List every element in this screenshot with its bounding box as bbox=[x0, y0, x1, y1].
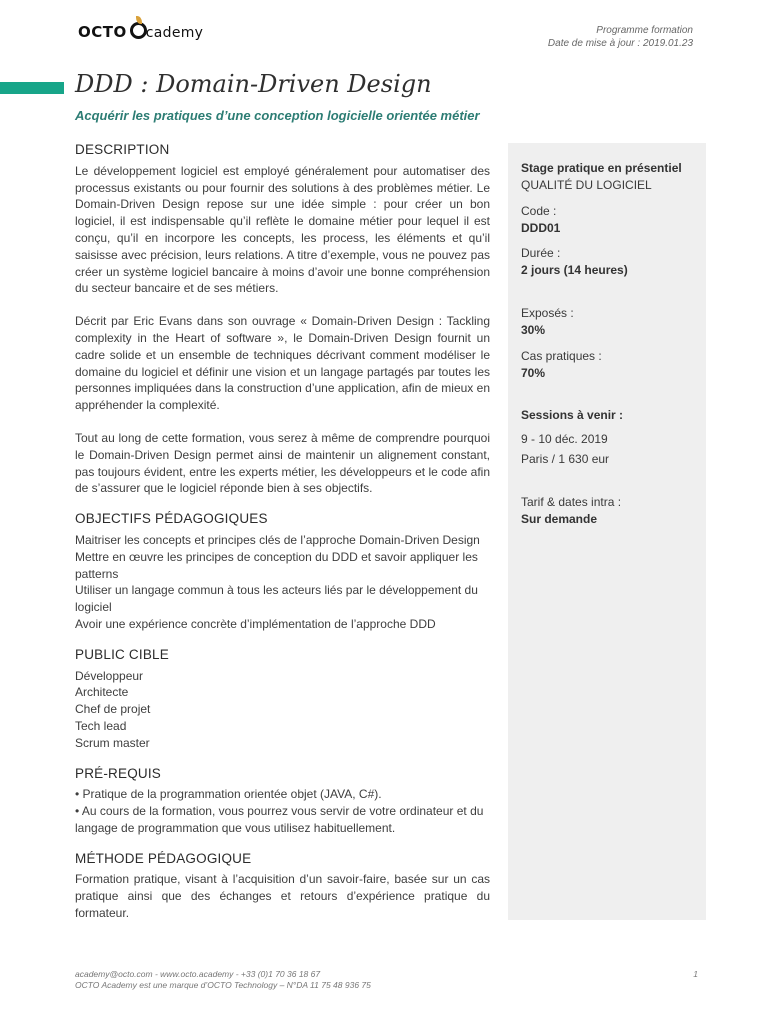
program-label: Programme formation bbox=[596, 25, 693, 36]
stage-block bbox=[521, 160, 682, 193]
duration-label: Durée : bbox=[521, 246, 561, 260]
footer-legal: OCTO Academy est une marque d’OCTO Technology – N°DA 11 75 48 936 75 bbox=[75, 980, 371, 990]
prerequisites-heading: PRÉ-REQUIS bbox=[75, 765, 162, 781]
stage-value: QUALITÉ DU LOGICIEL bbox=[521, 177, 652, 192]
prerequisite-item: • Au cours de la formation, vous pourrez vous servir de votre ordinateur et du langage de programmation que vous utilisez habituellement. bbox=[75, 804, 484, 835]
method-text: Formation pratique, visant à l’acquisition d’un savoir-faire, basée sur un cas pratique ainsi que des échanges et retours d’expérience pratique du formateur. bbox=[75, 872, 490, 921]
description-heading: DESCRIPTION bbox=[75, 142, 170, 157]
objective-item: Mettre en œuvre les principes de conception du DDD et savoir appliquer les patterns bbox=[75, 549, 478, 581]
session-date: 9 - 10 déc. 2019 bbox=[521, 431, 608, 446]
cas-value: 70% bbox=[521, 365, 546, 380]
objective-item: Avoir une expérience concrète d’implémentation de l’approche DDD bbox=[75, 616, 436, 631]
sessions-block bbox=[521, 407, 623, 469]
code-label: Code : bbox=[521, 204, 557, 218]
audience-section bbox=[75, 647, 490, 752]
audience-item: Chef de projet bbox=[75, 702, 151, 717]
audience-item: Tech lead bbox=[75, 718, 127, 733]
main-content bbox=[75, 142, 490, 936]
exposes-label: Exposés : bbox=[521, 306, 574, 320]
prerequisite-item: • Pratique de la programmation orientée objet (JAVA, C#). bbox=[75, 787, 382, 802]
page-footer bbox=[75, 969, 371, 991]
prerequisites-section bbox=[75, 766, 490, 837]
method-heading: MÉTHODE PÉDAGOGIQUE bbox=[75, 850, 252, 866]
duration-block bbox=[521, 245, 628, 278]
page-number: 1 bbox=[693, 969, 698, 979]
method-section bbox=[75, 851, 490, 922]
audience-item: Architecte bbox=[75, 685, 129, 700]
stage-label: Stage pratique en présentiel bbox=[521, 161, 682, 175]
tarif-block bbox=[521, 494, 621, 527]
logo-a-icon bbox=[130, 22, 145, 39]
page-subtitle: Acquérir les pratiques d’une conception logicielle orientée métier bbox=[75, 108, 480, 123]
header-meta bbox=[548, 24, 693, 50]
session-place: Paris / 1 630 eur bbox=[521, 451, 610, 466]
objective-item: Maitriser les concepts et principes clés de l’approche Domain-Driven Design bbox=[75, 532, 480, 547]
audience-item: Développeur bbox=[75, 668, 144, 683]
description-paragraph-3: Tout au long de cette formation, vous serez à même de comprendre pourquoi le Domain-Driven Design permet ainsi de maintenir un alignement constant, pas toujours évident, entre les experts métier, les développeurs et le code afin de s’assurer que le logiciel réponde bien à ses objectifs. bbox=[75, 430, 490, 496]
tarif-value: Sur demande bbox=[521, 511, 598, 526]
duration-value: 2 jours (14 heures) bbox=[521, 262, 628, 277]
objective-item: Utiliser un langage commun à tous les acteurs liés par le développement du logiciel bbox=[75, 583, 478, 615]
title-accent-bar bbox=[0, 82, 64, 94]
objectives-heading: OBJECTIFS PÉDAGOGIQUES bbox=[75, 511, 268, 527]
logo-academy-text: cademy bbox=[145, 25, 204, 41]
exposes-block bbox=[521, 305, 574, 338]
cas-label: Cas pratiques : bbox=[521, 349, 602, 363]
audience-item: Scrum master bbox=[75, 735, 150, 750]
update-date: Date de mise à jour : 2019.01.23 bbox=[547, 38, 693, 49]
octo-academy-logo bbox=[78, 20, 203, 41]
logo-octo-text: OCTO bbox=[78, 23, 127, 41]
sessions-label: Sessions à venir : bbox=[521, 408, 624, 422]
audience-heading: PUBLIC CIBLE bbox=[75, 646, 169, 662]
objectives-section bbox=[75, 511, 490, 633]
description-section bbox=[75, 142, 490, 497]
info-sidebar bbox=[508, 143, 706, 920]
code-value: DDD01 bbox=[521, 220, 561, 235]
exposes-value: 30% bbox=[521, 322, 546, 337]
tarif-label: Tarif & dates intra : bbox=[521, 495, 622, 509]
page-title: DDD : Domain-Driven Design bbox=[75, 70, 432, 98]
code-block bbox=[521, 203, 560, 236]
description-paragraph-1: Le développement logiciel est employé généralement pour automatiser des processus existants ou pour fournir des solutions à des problèmes métier. Le Domain-Driven Design repose sur une idée simple : pour créer un bon logiciel, il est indispensable qu’il reflète le domaine métier pour lequel il est conçu, qu’il en incorpore les concepts, les process, les éléments et qu’il saisisse avec précision, leurs relations. A titre d’exemple, vous ne pouvez pas créer un système logiciel bancaire à moins d’avoir une bonne compréhension du secteur bancaire et de ses métiers. bbox=[75, 163, 490, 296]
cas-block bbox=[521, 348, 602, 381]
description-paragraph-2: Décrit par Eric Evans dans son ouvrage « Domain-Driven Design : Tackling complexity in the Heart of software », le Domain-Driven Design fournit un cadre solide et un ensemble de techniques décrivant comment modéliser le domaine du logiciel et définir une vision et un langage partagés par toutes les personnes impliquées dans la construction d’une application, afin de mieux en appréhender la complexité. bbox=[75, 314, 490, 413]
footer-contact: academy@octo.com - www.octo.academy - +33 (0)1 70 36 18 67 bbox=[75, 969, 321, 979]
